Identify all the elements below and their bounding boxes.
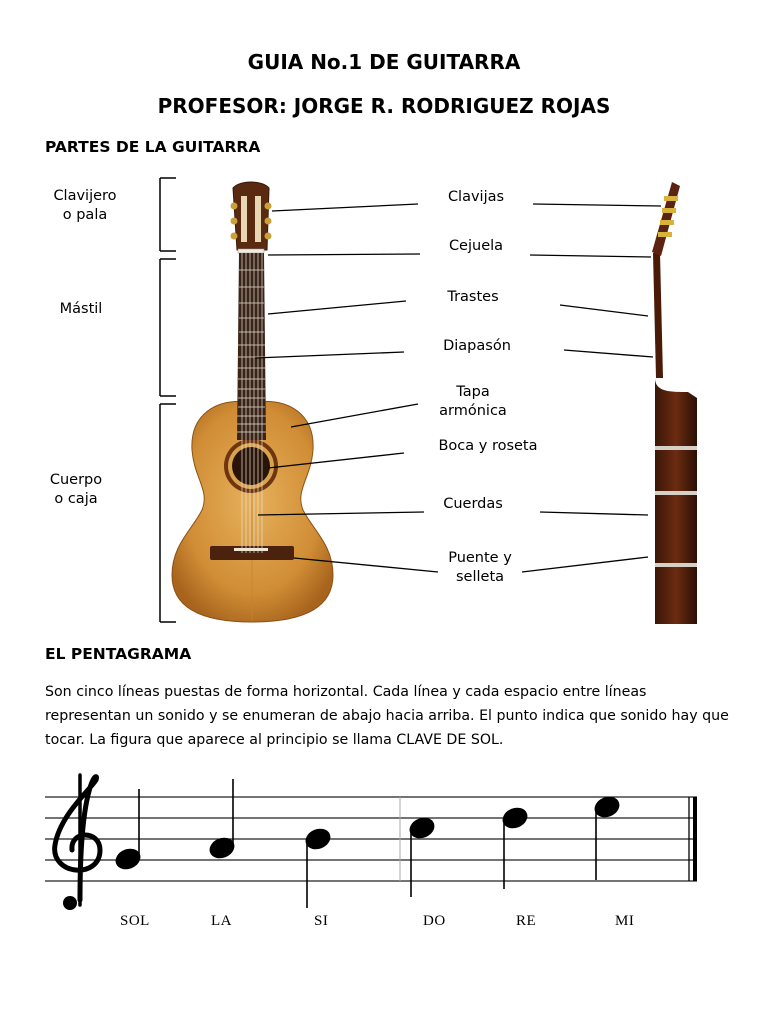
- guitar-side-view: [652, 182, 697, 624]
- note-label-re: RE: [516, 913, 537, 929]
- label-bridge: Puente y selleta: [448, 550, 512, 585]
- label-nut: Cejuela: [448, 238, 504, 254]
- note-do: [408, 815, 437, 841]
- label-soundboard: Tapa armónica: [439, 384, 507, 419]
- label-headstock: Clavijero o pala: [53, 188, 117, 223]
- label-pegs: Clavijas: [447, 189, 505, 205]
- label-body: Cuerpo o caja: [49, 472, 103, 507]
- note-re: [501, 805, 530, 831]
- note-si: [304, 826, 333, 852]
- document-title: GUIA No.1 DE GUITARRA: [247, 50, 521, 74]
- label-frets: Trastes: [447, 289, 499, 305]
- section-heading-guitar-parts: PARTES DE LA GUITARRA: [45, 138, 261, 156]
- part-brackets: [160, 178, 176, 622]
- guitar-front-view: [172, 182, 333, 622]
- label-neck: Mástil: [59, 301, 103, 317]
- teacher-name: PROFESOR: JORGE R. RODRIGUEZ ROJAS: [157, 94, 611, 118]
- treble-clef-icon: [55, 775, 100, 910]
- note-label-la: LA: [211, 913, 232, 929]
- label-fingerboard: Diapasón: [443, 338, 511, 354]
- label-strings: Cuerdas: [443, 496, 503, 512]
- section-heading-staff: EL PENTAGRAMA: [45, 645, 192, 663]
- label-soundhole: Boca y roseta: [438, 438, 538, 454]
- note-label-mi: MI: [615, 913, 635, 929]
- note-mi: [593, 794, 622, 820]
- music-staff: [45, 775, 697, 910]
- note-label-do: DO: [423, 913, 446, 929]
- staff-description: Son cinco líneas puestas de forma horizontal. Cada línea y cada espacio entre líneas representan un sonido y se enumeran de abajo hacia arriba. El punto indica que sonido hay que tocar. La figura que aparece al principio se llama CLAVE DE SOL.: [45, 684, 729, 748]
- note-label-si: SI: [314, 913, 329, 929]
- note-sol: [114, 846, 143, 872]
- note-label-sol: SOL: [120, 913, 150, 929]
